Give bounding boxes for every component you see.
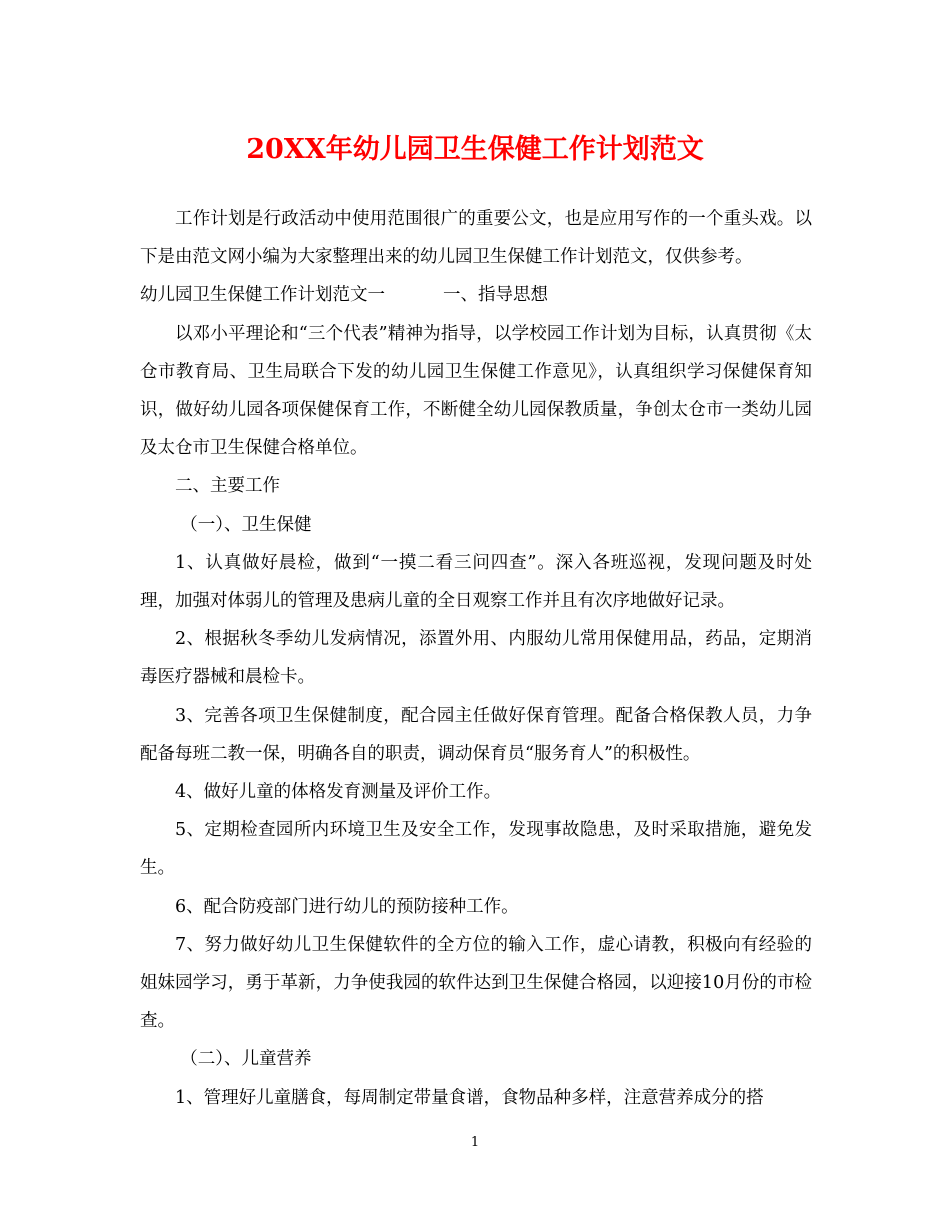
hygiene-item: 6、配合防疫部门进行幼儿的预防接种工作。: [175, 896, 519, 917]
section1-heading: 一、指导思想: [443, 285, 548, 306]
hygiene-item: 5、定期检查园所内环境卫生及安全工作，发现事故隐患，及时采取措施，避免发生。: [140, 820, 812, 879]
intro-paragraph: 工作计划是行政活动中使用范围很广的重要公文，也是应用写作的一个重头戏。以下是由范文网小编为大家整理出来的幼儿园卫生保健工作计划范文，仅供参考。: [140, 209, 812, 268]
guiding-thought-paragraph: 以邓小平理论和“三个代表”精神为指导，以学校园工作计划为目标，认真贯彻《太仓市教育局、卫生局联合下发的幼儿园卫生保健工作意见》，认真组织学习保健保育知识，做好幼儿园各项保健保育工作，不断健全幼儿园保教质量，争创太仓市一类幼儿园及太仓市卫生保健合格单位。: [140, 323, 812, 459]
sub1-heading: （一）、卫生保健: [180, 514, 312, 535]
sub2-heading: （二）、儿童营养: [180, 1049, 312, 1070]
section2-heading: 二、主要工作: [175, 476, 280, 497]
hygiene-item: 2、根据秋冬季幼儿发病情况，添置外用、内服幼儿常用保健用品，药品，定期消毒医疗器械和晨检卡。: [140, 629, 812, 688]
section-heading-line: [140, 276, 812, 314]
hygiene-item: 7、努力做好幼儿卫生保健软件的全方位的输入工作，虚心请教，积极向有经验的姐妹园学习，勇于革新，力争使我园的软件达到卫生保健合格园，以迎接10月份的市检查。: [140, 934, 812, 1032]
hygiene-item: 4、做好儿童的体格发育测量及评价工作。: [175, 782, 502, 803]
document-body: [140, 200, 812, 1117]
hygiene-item: 1、认真做好晨检，做到“一摸二看三问四查”。深入各班巡视，发现问题及时处理，加强对体弱儿的管理及患病儿童的全日观察工作并且有次序地做好记录。: [140, 552, 812, 612]
nutrition-item: 1、管理好儿童膳食，每周制定带量食谱，食物品种多样，注意营养成分的搭: [175, 1087, 764, 1108]
page-number: 1: [470, 1135, 480, 1150]
hygiene-item: 3、完善各项卫生保健制度，配合园主任做好保育管理。配备合格保教人员，力争配备每班二教一保，明确各自的职责，调动保育员“服务育人”的积极性。: [140, 705, 812, 764]
document-title: 20XX年幼儿园卫生保健工作计划范文: [246, 134, 704, 165]
section-title: 幼儿园卫生保健工作计划范文一: [140, 285, 385, 306]
